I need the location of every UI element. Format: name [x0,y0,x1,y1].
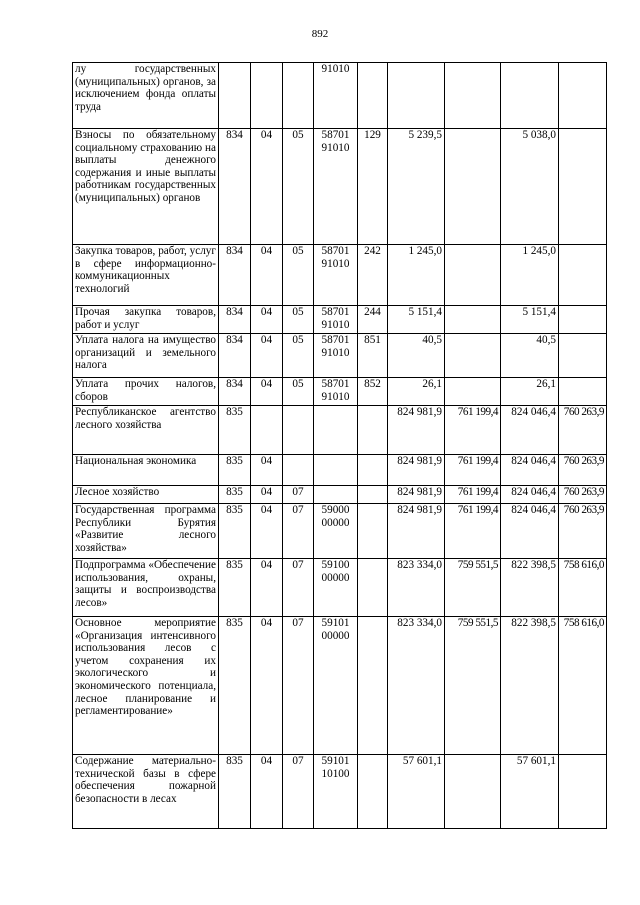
cell-name: Государственная программа Республики Бурятия «Развитие лесного хозяйства» [73,504,219,559]
cell-pr: 07 [283,486,314,504]
cell-sum-4: 760 263,9 [559,406,607,455]
cell-pr: 07 [283,755,314,829]
cell-vr: 851 [358,334,388,378]
table-row [73,559,607,617]
cell-pr: 05 [283,245,314,306]
cell-csr: 58701 91010 [314,378,358,406]
cell-sum-2 [445,378,501,406]
table-row [73,455,607,486]
cell-sum-3: 824 046,4 [501,406,559,455]
cell-sum-4 [559,245,607,306]
cell-vr [358,617,388,755]
cell-name: Лесное хозяйство [73,486,219,504]
table-row [73,334,607,378]
cell-rz: 04 [251,486,283,504]
cell-csr [314,455,358,486]
cell-rz: 04 [251,334,283,378]
cell-sum-3: 5 151,4 [501,306,559,334]
cell-sum-3: 5 038,0 [501,129,559,245]
table-row [73,306,607,334]
cell-sum-1: 5 239,5 [388,129,445,245]
cell-grbs: 835 [219,455,251,486]
cell-rz [251,406,283,455]
cell-rz [251,63,283,129]
cell-vr: 242 [358,245,388,306]
cell-sum-1: 824 981,9 [388,406,445,455]
cell-csr [314,406,358,455]
cell-pr: 05 [283,378,314,406]
cell-sum-1: 823 334,0 [388,617,445,755]
cell-sum-2 [445,129,501,245]
cell-vr [358,455,388,486]
cell-sum-2: 761 199,4 [445,486,501,504]
cell-vr [358,63,388,129]
cell-sum-3: 824 046,4 [501,486,559,504]
cell-grbs: 835 [219,504,251,559]
cell-sum-1: 823 334,0 [388,559,445,617]
cell-name: Подпрограмма «Обеспечение использования, охраны, защиты и воспроизводства лесов» [73,559,219,617]
cell-sum-3: 1 245,0 [501,245,559,306]
cell-name: лу государственных (муниципальных) органов, за исключением фонда оплаты труда [73,63,219,129]
cell-name: Основное мероприятие «Организация интенсивного использования лесов с учетом сохранения их экологического и экономического потенциала, лесное планирование и регламентирование» [73,617,219,755]
cell-pr [283,455,314,486]
cell-rz: 04 [251,306,283,334]
cell-grbs: 834 [219,334,251,378]
cell-sum-2 [445,306,501,334]
cell-vr: 244 [358,306,388,334]
cell-rz: 04 [251,755,283,829]
cell-sum-2 [445,334,501,378]
cell-vr: 129 [358,129,388,245]
cell-sum-4 [559,63,607,129]
cell-grbs: 834 [219,129,251,245]
cell-sum-2 [445,245,501,306]
cell-sum-4: 758 616,0 [559,559,607,617]
cell-name: Содержание материально-технической базы в сфере обеспечения пожарной безопасности в лесах [73,755,219,829]
cell-rz: 04 [251,129,283,245]
cell-sum-3: 822 398,5 [501,617,559,755]
cell-csr: 58701 91010 [314,334,358,378]
cell-sum-1: 824 981,9 [388,504,445,559]
cell-grbs: 834 [219,378,251,406]
cell-grbs: 835 [219,406,251,455]
table-row [73,486,607,504]
cell-csr: 91010 [314,63,358,129]
cell-csr: 59100 00000 [314,559,358,617]
cell-pr: 07 [283,617,314,755]
cell-rz: 04 [251,378,283,406]
cell-name: Республиканское агентство лесного хозяйства [73,406,219,455]
cell-vr [358,559,388,617]
cell-sum-3: 26,1 [501,378,559,406]
cell-name: Прочая закупка товаров, работ и услуг [73,306,219,334]
cell-name: Уплата налога на имущество организаций и земельного налога [73,334,219,378]
cell-vr: 852 [358,378,388,406]
cell-sum-4: 758 616,0 [559,617,607,755]
cell-rz: 04 [251,504,283,559]
cell-sum-1: 26,1 [388,378,445,406]
cell-sum-4: 760 263,9 [559,504,607,559]
cell-pr: 05 [283,306,314,334]
budget-table [72,62,607,829]
cell-rz: 04 [251,455,283,486]
cell-sum-3: 822 398,5 [501,559,559,617]
cell-vr [358,504,388,559]
cell-sum-1: 1 245,0 [388,245,445,306]
page-number: 892 [311,28,329,40]
cell-grbs: 835 [219,617,251,755]
cell-sum-1: 40,5 [388,334,445,378]
cell-sum-2: 761 199,4 [445,406,501,455]
cell-pr [283,63,314,129]
cell-sum-4 [559,129,607,245]
cell-vr [358,755,388,829]
cell-name: Уплата прочих налогов, сборов [73,378,219,406]
cell-sum-3: 824 046,4 [501,455,559,486]
cell-sum-4 [559,306,607,334]
cell-csr: 59101 10100 [314,755,358,829]
cell-sum-4 [559,334,607,378]
cell-sum-2: 761 199,4 [445,504,501,559]
cell-sum-3: 57 601,1 [501,755,559,829]
cell-sum-3: 824 046,4 [501,504,559,559]
cell-rz: 04 [251,617,283,755]
table-row [73,129,607,245]
cell-sum-2 [445,63,501,129]
table-row [73,63,607,129]
cell-csr: 58701 91010 [314,245,358,306]
cell-grbs: 834 [219,306,251,334]
cell-grbs: 835 [219,486,251,504]
cell-grbs: 835 [219,755,251,829]
cell-grbs: 834 [219,245,251,306]
cell-sum-1: 824 981,9 [388,455,445,486]
cell-sum-1: 5 151,4 [388,306,445,334]
cell-sum-1 [388,63,445,129]
table-row [73,406,607,455]
cell-sum-2: 759 551,5 [445,617,501,755]
cell-csr [314,486,358,504]
cell-sum-2 [445,755,501,829]
cell-sum-3: 40,5 [501,334,559,378]
cell-sum-1: 57 601,1 [388,755,445,829]
cell-sum-4 [559,378,607,406]
cell-sum-4: 760 263,9 [559,486,607,504]
cell-name: Закупка товаров, работ, услуг в сфере информационно-коммуникационных технологий [73,245,219,306]
cell-rz: 04 [251,245,283,306]
cell-grbs: 835 [219,559,251,617]
table-row [73,755,607,829]
cell-sum-2: 759 551,5 [445,559,501,617]
cell-csr: 58701 91010 [314,129,358,245]
cell-pr: 07 [283,504,314,559]
cell-name: Взносы по обязательному социальному страхованию на выплаты денежного содержания и иные выплаты работникам государственных (муниципальных) органов [73,129,219,245]
cell-pr [283,406,314,455]
cell-sum-3 [501,63,559,129]
cell-csr: 59101 00000 [314,617,358,755]
cell-sum-2: 761 199,4 [445,455,501,486]
cell-sum-4: 760 263,9 [559,455,607,486]
cell-pr: 05 [283,129,314,245]
cell-name: Национальная экономика [73,455,219,486]
table-row [73,617,607,755]
cell-grbs [219,63,251,129]
cell-pr: 05 [283,334,314,378]
table-row [73,504,607,559]
table-row [73,245,607,306]
cell-sum-4 [559,755,607,829]
cell-vr [358,486,388,504]
cell-csr: 59000 00000 [314,504,358,559]
cell-pr: 07 [283,559,314,617]
cell-csr: 58701 91010 [314,306,358,334]
cell-rz: 04 [251,559,283,617]
cell-sum-1: 824 981,9 [388,486,445,504]
table-row [73,378,607,406]
cell-vr [358,406,388,455]
